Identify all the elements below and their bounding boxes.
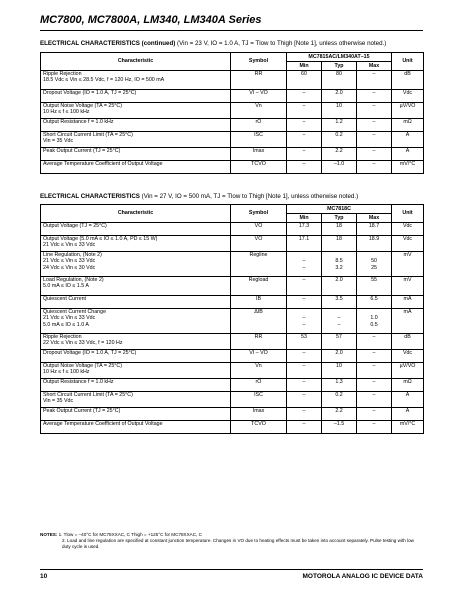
max-cell: 18.9 bbox=[357, 236, 392, 252]
symbol-cell: rO bbox=[231, 379, 287, 392]
table-row bbox=[41, 252, 424, 277]
unit-cell: Vdc bbox=[392, 223, 424, 236]
device-header: MC7818C bbox=[287, 205, 392, 214]
max-cell: – bbox=[357, 408, 392, 421]
column-header-max: Max bbox=[357, 62, 392, 71]
table-row bbox=[41, 379, 424, 392]
table-row bbox=[41, 309, 424, 334]
symbol-cell: ISC bbox=[231, 132, 287, 148]
table1-heading-conditions: (Vin = 23 V, IO = 1.0 A, TJ = Tlow to Thigh [Note 1], unless otherwise noted.) bbox=[175, 40, 387, 47]
symbol-cell: TCVO bbox=[231, 421, 287, 434]
column-header-unit: Unit bbox=[392, 53, 424, 71]
unit-cell: A bbox=[392, 408, 424, 421]
note-2: 2. Load and line regulation are specified at constant junction temperature. Changes in VO due to heating effects must be taken into account separately. Pulse testing with low duty cycle is used. bbox=[62, 538, 414, 549]
footer-publication: MOTOROLA ANALOG IC DEVICE DATA bbox=[302, 573, 423, 580]
table-row bbox=[41, 334, 424, 350]
table-row bbox=[41, 132, 424, 148]
characteristic-cell: Short Circuit Current Limit (TA = 25°C) Vin = 35 Vdc bbox=[41, 132, 231, 148]
column-header-symbol: Symbol bbox=[231, 53, 287, 71]
unit-cell: dB bbox=[392, 71, 424, 90]
table-row bbox=[41, 71, 424, 90]
max-cell: 55 bbox=[357, 277, 392, 296]
min-cell: 17.1 bbox=[287, 236, 322, 252]
max-cell: – bbox=[357, 334, 392, 350]
min-cell: 53 bbox=[287, 334, 322, 350]
column-header-unit: Unit bbox=[392, 205, 424, 223]
typ-cell: 1.3 bbox=[322, 379, 357, 392]
typ-cell: – – bbox=[322, 309, 357, 334]
max-cell: – bbox=[357, 103, 392, 119]
typ-cell: 1.2 bbox=[322, 119, 357, 132]
table-row bbox=[41, 277, 424, 296]
characteristic-cell: Output Noise Voltage (TA = 25°C) 10 Hz ≤ f ≤ 100 kHz bbox=[41, 363, 231, 379]
notes-label: NOTES: bbox=[40, 532, 58, 537]
characteristic-cell: Output Resistance f = 1.0 kHz bbox=[41, 379, 231, 392]
min-cell: – bbox=[287, 277, 322, 296]
symbol-cell: Imax bbox=[231, 408, 287, 421]
min-cell: – bbox=[287, 350, 322, 363]
table1-heading-bold: ELECTRICAL CHARACTERISTICS (continued) bbox=[40, 40, 176, 47]
typ-cell: 2.0 bbox=[322, 90, 357, 103]
symbol-cell: IB bbox=[231, 296, 287, 309]
symbol-cell: RR bbox=[231, 71, 287, 90]
characteristic-cell: Quiescent Current Change 21 Vdc ≤ Vin ≤ 33 Vdc 5.0 mA ≤ IO ≤ 1.0 A bbox=[41, 309, 231, 334]
unit-cell: Vdc bbox=[392, 350, 424, 363]
column-header-min: Min bbox=[287, 62, 322, 71]
min-cell: – bbox=[287, 392, 322, 408]
min-cell: 60 bbox=[287, 71, 322, 90]
unit-cell: Vdc bbox=[392, 90, 424, 103]
footer-rule bbox=[40, 569, 423, 570]
symbol-cell: RR bbox=[231, 334, 287, 350]
min-cell: – bbox=[287, 296, 322, 309]
column-header-characteristic: Characteristic bbox=[41, 53, 231, 71]
min-cell: – bbox=[287, 90, 322, 103]
symbol-cell: ΔIB bbox=[231, 309, 287, 334]
characteristic-cell: Dropout Voltage (IO = 1.0 A, TJ = 25°C) bbox=[41, 90, 231, 103]
min-cell: 17.3 bbox=[287, 223, 322, 236]
typ-cell: 0.2 bbox=[322, 132, 357, 148]
unit-cell: A bbox=[392, 148, 424, 161]
unit-cell: dB bbox=[392, 334, 424, 350]
min-cell: – bbox=[287, 103, 322, 119]
unit-cell: A bbox=[392, 132, 424, 148]
typ-cell: 80 bbox=[322, 71, 357, 90]
table-header-row bbox=[41, 53, 424, 62]
max-cell: – bbox=[357, 71, 392, 90]
unit-cell: mV bbox=[392, 277, 424, 296]
symbol-cell: TCVO bbox=[231, 161, 287, 174]
header-rule bbox=[40, 30, 423, 31]
unit-cell: mA bbox=[392, 309, 424, 334]
characteristic-cell: Average Temperature Coefficient of Output Voltage bbox=[41, 421, 231, 434]
symbol-cell: VI – VO bbox=[231, 90, 287, 103]
unit-cell: mA bbox=[392, 296, 424, 309]
table2-heading-conditions: (Vin = 27 V, IO = 500 mA, TJ = Tlow to Thigh [Note 1], unless otherwise noted.) bbox=[139, 193, 359, 200]
min-cell: – bbox=[287, 161, 322, 174]
symbol-cell: Regload bbox=[231, 277, 287, 296]
typ-cell: –1.5 bbox=[322, 421, 357, 434]
table-row bbox=[41, 236, 424, 252]
unit-cell: Vdc bbox=[392, 236, 424, 252]
typ-cell: 10 bbox=[322, 363, 357, 379]
characteristic-cell: Peak Output Current (TJ = 25°C) bbox=[41, 408, 231, 421]
max-cell: – bbox=[357, 392, 392, 408]
max-cell: – bbox=[357, 161, 392, 174]
table-row bbox=[41, 119, 424, 132]
table-row bbox=[41, 223, 424, 236]
max-cell: 1.0 0.5 bbox=[357, 309, 392, 334]
max-cell: 50 25 bbox=[357, 252, 392, 277]
notes bbox=[40, 532, 423, 550]
min-cell: – – bbox=[287, 252, 322, 277]
symbol-cell: VO bbox=[231, 223, 287, 236]
min-cell: – bbox=[287, 132, 322, 148]
unit-cell: mV/°C bbox=[392, 161, 424, 174]
characteristic-cell: Line Regulation, (Note 2) 21 Vdc ≤ Vin ≤ 33 Vdc 24 Vdc ≤ Vin ≤ 30 Vdc bbox=[41, 252, 231, 277]
max-cell: 6.5 bbox=[357, 296, 392, 309]
table-row bbox=[41, 296, 424, 309]
unit-cell: mV bbox=[392, 252, 424, 277]
max-cell: 18.7 bbox=[357, 223, 392, 236]
symbol-cell: VI – VO bbox=[231, 350, 287, 363]
table2-heading bbox=[40, 193, 358, 200]
characteristic-cell: Ripple Rejection 18.5 Vdc ≤ Vin ≤ 28.5 Vdc, f = 120 Hz, IO = 500 mA bbox=[41, 71, 231, 90]
typ-cell: 3.5 bbox=[322, 296, 357, 309]
max-cell: – bbox=[357, 379, 392, 392]
unit-cell: A bbox=[392, 392, 424, 408]
min-cell: – bbox=[287, 379, 322, 392]
characteristic-cell: Output Voltage (TJ = 25°C) bbox=[41, 223, 231, 236]
symbol-cell: rO bbox=[231, 119, 287, 132]
typ-cell: 0.2 bbox=[322, 392, 357, 408]
table-row bbox=[41, 392, 424, 408]
characteristic-cell: Short Circuit Current Limit (TA = 25°C) Vin = 35 Vdc bbox=[41, 392, 231, 408]
typ-cell: 57 bbox=[322, 334, 357, 350]
unit-cell: µV/VO bbox=[392, 103, 424, 119]
typ-cell: 18 bbox=[322, 223, 357, 236]
table-row bbox=[41, 421, 424, 434]
symbol-cell: ISC bbox=[231, 392, 287, 408]
min-cell: – bbox=[287, 363, 322, 379]
symbol-cell: Regline bbox=[231, 252, 287, 277]
characteristic-cell: Ripple Rejection 22 Vdc ≤ Vin ≤ 33 Vdc, f = 120 Hz bbox=[41, 334, 231, 350]
unit-cell: mΩ bbox=[392, 119, 424, 132]
typ-cell: 18 bbox=[322, 236, 357, 252]
column-header-symbol: Symbol bbox=[231, 205, 287, 223]
unit-cell: mV/°C bbox=[392, 421, 424, 434]
max-cell: – bbox=[357, 132, 392, 148]
column-header-typ: Typ bbox=[322, 214, 357, 223]
table-row bbox=[41, 161, 424, 174]
table-header-row bbox=[41, 205, 424, 214]
device-header: MC7815AC/LM340AT–15 bbox=[287, 53, 392, 62]
page-title: MC7800, MC7800A, LM340, LM340A Series bbox=[40, 14, 262, 26]
characteristic-cell: Dropout Voltage (IO = 1.0 A, TJ = 25°C) bbox=[41, 350, 231, 363]
min-cell: – bbox=[287, 148, 322, 161]
column-header-typ: Typ bbox=[322, 62, 357, 71]
table-row bbox=[41, 148, 424, 161]
unit-cell: mΩ bbox=[392, 379, 424, 392]
column-header-min: Min bbox=[287, 214, 322, 223]
table-row bbox=[41, 103, 424, 119]
symbol-cell: Vn bbox=[231, 103, 287, 119]
max-cell: – bbox=[357, 350, 392, 363]
max-cell: – bbox=[357, 119, 392, 132]
electrical-characteristics-table-1 bbox=[40, 52, 424, 174]
characteristic-cell: Quiescent Current bbox=[41, 296, 231, 309]
characteristic-cell: Output Noise Voltage (TA = 25°C) 10 Hz ≤ f ≤ 100 kHz bbox=[41, 103, 231, 119]
electrical-characteristics-table-2 bbox=[40, 204, 424, 434]
column-header-characteristic: Characteristic bbox=[41, 205, 231, 223]
symbol-cell: Imax bbox=[231, 148, 287, 161]
table-row bbox=[41, 90, 424, 103]
table-row bbox=[41, 350, 424, 363]
typ-cell: 2.2 bbox=[322, 408, 357, 421]
column-header-max: Max bbox=[357, 214, 392, 223]
symbol-cell: Vn bbox=[231, 363, 287, 379]
page-number: 10 bbox=[40, 573, 48, 580]
unit-cell: µV/VO bbox=[392, 363, 424, 379]
min-cell: – – bbox=[287, 309, 322, 334]
max-cell: – bbox=[357, 90, 392, 103]
typ-cell: 2.0 bbox=[322, 277, 357, 296]
typ-cell: 8.5 3.2 bbox=[322, 252, 357, 277]
note-1: 1. Tlow = –40°C for MC78XXAC, C Thigh = +125°C for MC78XXAC, C bbox=[58, 532, 202, 537]
typ-cell: 2.2 bbox=[322, 148, 357, 161]
max-cell: – bbox=[357, 421, 392, 434]
characteristic-cell: Output Voltage (5.0 mA ≤ IO ≤ 1.0 A, PD ≤ 15 W) 21 Vdc ≤ Vin ≤ 33 Vdc bbox=[41, 236, 231, 252]
characteristic-cell: Peak Output Current (TJ = 25°C) bbox=[41, 148, 231, 161]
table1-heading bbox=[40, 40, 386, 47]
table-row bbox=[41, 363, 424, 379]
max-cell: – bbox=[357, 148, 392, 161]
table-row bbox=[41, 408, 424, 421]
characteristic-cell: Output Resistance f = 1.0 kHz bbox=[41, 119, 231, 132]
characteristic-cell: Load Regulation, (Note 2) 5.0 mA ≤ IO ≤ 1.5 A bbox=[41, 277, 231, 296]
symbol-cell: VO bbox=[231, 236, 287, 252]
max-cell: – bbox=[357, 363, 392, 379]
min-cell: – bbox=[287, 421, 322, 434]
min-cell: – bbox=[287, 408, 322, 421]
table2-heading-bold: ELECTRICAL CHARACTERISTICS bbox=[40, 193, 140, 200]
min-cell: – bbox=[287, 119, 322, 132]
typ-cell: 10 bbox=[322, 103, 357, 119]
typ-cell: 2.0 bbox=[322, 350, 357, 363]
characteristic-cell: Average Temperature Coefficient of Output Voltage bbox=[41, 161, 231, 174]
typ-cell: –1.0 bbox=[322, 161, 357, 174]
